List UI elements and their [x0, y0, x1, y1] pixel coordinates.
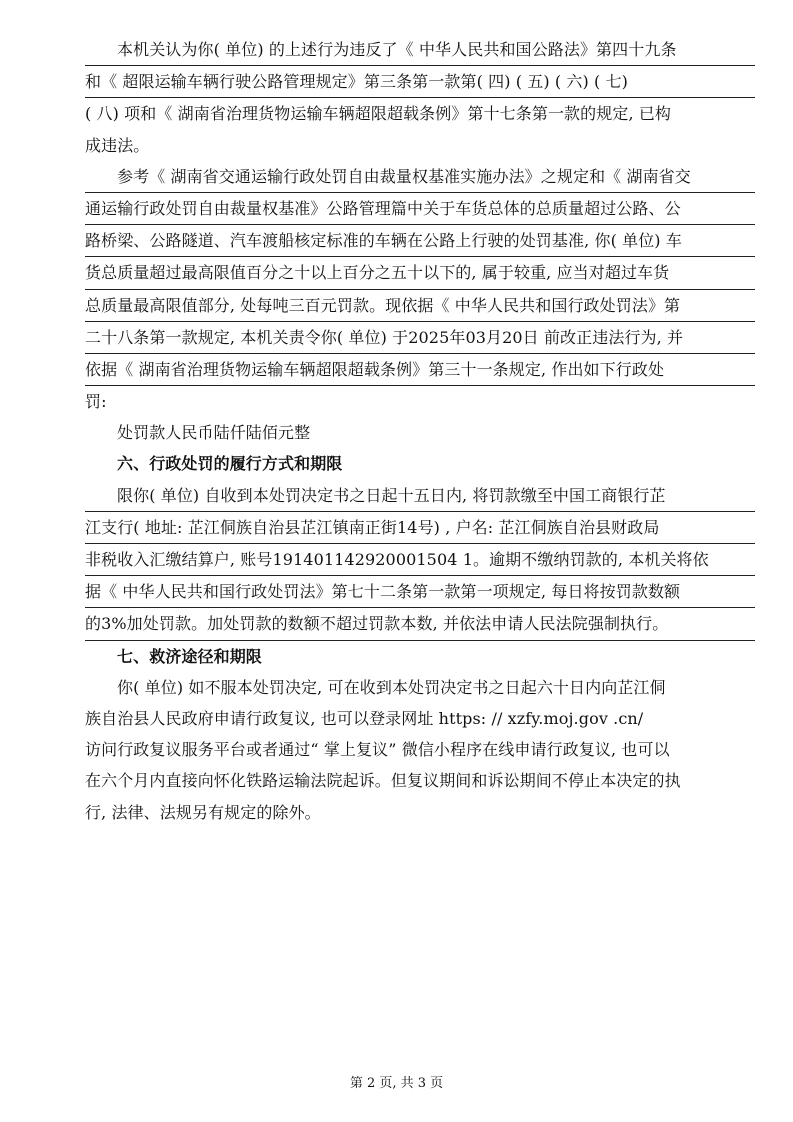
text-line: 在六个月内直接向怀化铁路运输法院起诉。但复议期间和诉讼期间不停止本决定的执	[85, 771, 681, 791]
text-line: 罚:	[85, 392, 107, 412]
document-body	[85, 34, 755, 828]
text-line: 路桥梁、公路隧道、汽车渡船核定标准的车辆在公路上行驶的处罚基准, 你( 单位) 车	[85, 225, 755, 257]
text-line: ( 八) 项和《 湖南省治理货物运输车辆超限超载条例》第十七条第一款的规定, 已构	[85, 104, 672, 124]
text-line: 参考《 湖南省交通运输行政处罚自由裁量权基准实施办法》之规定和《 湖南省交	[85, 161, 755, 193]
text-line: 你( 单位) 如不服本处罚决定, 可在收到本处罚决定书之日起六十日内向芷江侗	[117, 677, 666, 697]
section-heading-enforcement: 六、行政处罚的履行方式和期限	[117, 454, 343, 474]
section-heading-remedy: 七、救济途径和期限	[117, 646, 262, 666]
text-line: 的3%加处罚款。加处罚款的数额不超过罚款本数, 并依法申请人民法院强制执行。	[85, 608, 755, 640]
text-line: 通运输行政处罚自由裁量权基准》公路管理篇中关于车货总体的总质量超过公路、公	[85, 193, 755, 225]
text-line: 依据《 湖南省治理货物运输车辆超限超载条例》第三十一条规定, 作出如下行政处	[85, 354, 755, 386]
text-line: 江支行( 地址: 芷江侗族自治县芷江镇南正街14号) , 户名: 芷江侗族自治县财政局	[85, 512, 755, 544]
text-line: 据《 中华人民共和国行政处罚法》第七十二条第一款第一项规定, 每日将按罚款数额	[85, 576, 755, 608]
text-line: 访问行政复议服务平台或者通过“ 掌上复议” 微信小程序在线申请行政复议, 也可以	[85, 740, 670, 760]
text-line: 行, 法律、法规另有规定的除外。	[85, 802, 321, 822]
fine-amount: 处罚款人民币陆仟陆佰元整	[117, 423, 311, 443]
text-line: 二十八条第一款规定, 本机关责令你( 单位) 于2025年03月20日 前改正违法行为, 并	[85, 322, 755, 354]
text-line: 总质量最高限值部分, 处每吨三百元罚款。现依据《 中华人民共和国行政处罚法》第	[85, 290, 755, 322]
text-line: 和《 超限运输车辆行驶公路管理规定》第三条第一款第( 四) ( 五) ( 六) ( 七)	[85, 66, 755, 98]
text-line: 货总质量超过最高限值百分之十以上百分之五十以下的, 属于较重, 应当对超过车货	[85, 257, 755, 289]
page-footer: 第 2 页, 共 3 页	[349, 1076, 444, 1091]
text-line: 非税收入汇缴结算户, 账号191401142920001504 1。逾期不缴纳罚款的, 本机关将依	[85, 544, 755, 576]
text-line: 限你( 单位) 自收到本处罚决定书之日起十五日内, 将罚款缴至中国工商银行芷	[85, 480, 755, 512]
text-line: 本机关认为你( 单位) 的上述行为违反了《 中华人民共和国公路法》第四十九条	[85, 34, 755, 66]
text-line: 成违法。	[85, 135, 150, 155]
text-line: 族自治县人民政府申请行政复议, 也可以登录网址 https: // xzfy.moj.gov .cn/	[85, 708, 644, 728]
